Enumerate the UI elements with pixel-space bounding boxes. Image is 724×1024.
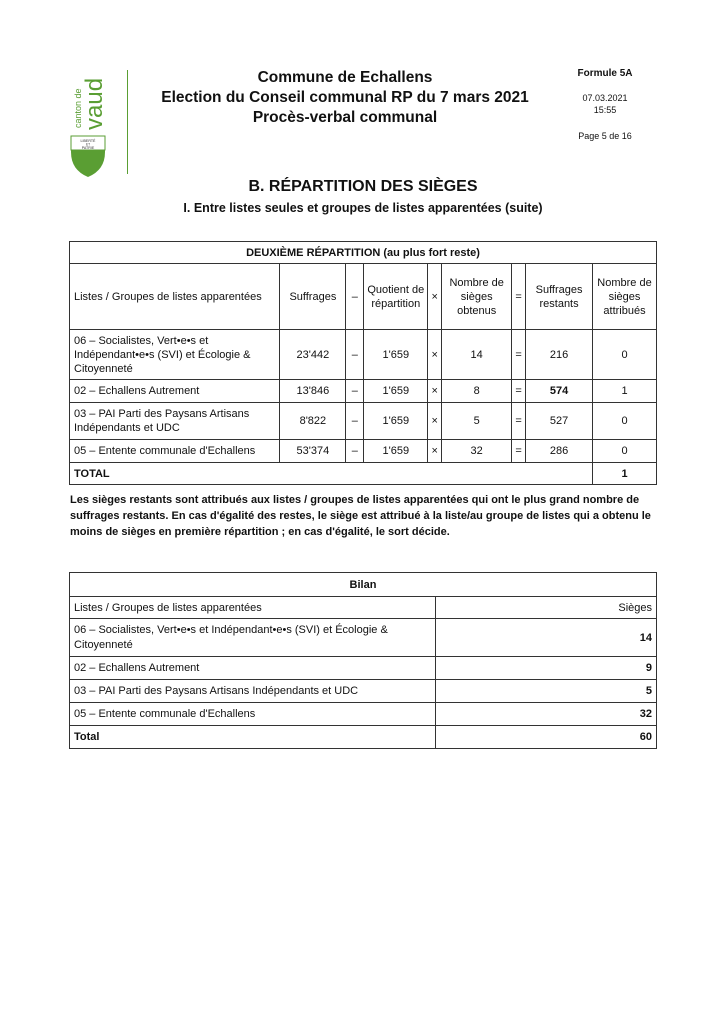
summary-total-value: 60 xyxy=(436,726,657,749)
logo-canton-text: canton de xyxy=(73,88,83,128)
header-seats: Nombre de sièges obtenus xyxy=(442,264,512,330)
attributed-cell: 0 xyxy=(593,330,657,380)
remaining-cell: 527 xyxy=(526,403,593,440)
seats-cell: 8 xyxy=(442,380,512,403)
summary-list-name: 02 – Echallens Autrement xyxy=(70,657,436,680)
minus-cell: – xyxy=(346,403,364,440)
equals-cell: = xyxy=(512,380,526,403)
remaining-cell: 286 xyxy=(526,440,593,463)
seats-cell: 14 xyxy=(442,330,512,380)
seats-cell: 5 xyxy=(442,403,512,440)
document-header xyxy=(130,68,560,128)
remaining-cell: 574 xyxy=(526,380,593,403)
quotient-cell: 1'659 xyxy=(364,403,428,440)
section-subtitle: I. Entre listes seules et groupes de listes apparentées (suite) xyxy=(183,201,543,215)
minus-cell: – xyxy=(346,380,364,403)
header-votes: Suffrages xyxy=(280,264,346,330)
list-name: 02 – Echallens Autrement xyxy=(70,380,280,403)
attributed-cell: 0 xyxy=(593,440,657,463)
total-row xyxy=(70,463,657,485)
seats-cell: 32 xyxy=(442,440,512,463)
table-row xyxy=(70,380,657,403)
summary-row xyxy=(70,619,657,657)
header-minus: – xyxy=(346,264,364,330)
summary-table xyxy=(69,572,657,749)
summary-list-name: 03 – PAI Parti des Paysans Artisans Indépendants et UDC xyxy=(70,680,436,703)
header-times: × xyxy=(428,264,442,330)
list-name: 05 – Entente communale d'Echallens xyxy=(70,440,280,463)
equals-cell: = xyxy=(512,330,526,380)
votes-cell: 53'374 xyxy=(280,440,346,463)
attributed-cell: 1 xyxy=(593,380,657,403)
summary-caption: Bilan xyxy=(70,573,657,597)
table-caption: DEUXIÈME RÉPARTITION (au plus fort reste) xyxy=(70,242,657,264)
minus-cell: – xyxy=(346,440,364,463)
votes-cell: 23'442 xyxy=(280,330,346,380)
table-caption-row xyxy=(70,242,657,264)
table-row xyxy=(70,403,657,440)
summary-total-row xyxy=(70,726,657,749)
document-type: Procès-verbal communal xyxy=(252,109,438,126)
attributed-cell: 0 xyxy=(593,403,657,440)
equals-cell: = xyxy=(512,403,526,440)
summary-header-lists: Listes / Groupes de listes apparentées xyxy=(70,597,436,619)
summary-caption-row xyxy=(70,573,657,597)
times-cell: × xyxy=(428,330,442,380)
minus-cell: – xyxy=(346,330,364,380)
document-date: 07.03.2021 xyxy=(582,93,628,103)
logo-divider xyxy=(127,70,128,174)
total-label: TOTAL xyxy=(70,463,593,485)
summary-header-seats: Sièges xyxy=(436,597,657,619)
summary-header-row xyxy=(70,597,657,619)
table-header-row xyxy=(70,264,657,330)
section-title: B. RÉPARTITION DES SIÈGES xyxy=(248,178,478,195)
quotient-cell: 1'659 xyxy=(364,440,428,463)
summary-row xyxy=(70,657,657,680)
table-row xyxy=(70,440,657,463)
total-value: 1 xyxy=(593,463,657,485)
remaining-cell: 216 xyxy=(526,330,593,380)
times-cell: × xyxy=(428,380,442,403)
second-distribution-table xyxy=(69,241,657,485)
summary-list-name: 05 – Entente communale d'Echallens xyxy=(70,703,436,726)
list-name: 03 – PAI Parti des Paysans Artisans Indépendants et UDC xyxy=(70,403,280,440)
logo-vaud-text: vaud xyxy=(81,77,108,130)
election-title: Election du Conseil communal RP du 7 mars 2021 xyxy=(161,89,529,106)
summary-list-name: 06 – Socialistes, Vert•e•s et Indépendant•e•s (SVI) et Écologie & Citoyenneté xyxy=(70,619,436,657)
summary-seats: 9 xyxy=(436,657,657,680)
document-time: 15:55 xyxy=(593,105,617,115)
equals-cell: = xyxy=(512,440,526,463)
form-number: Formule 5A xyxy=(577,68,633,79)
document-meta xyxy=(562,68,648,142)
votes-cell: 8'822 xyxy=(280,403,346,440)
table-row xyxy=(70,330,657,380)
summary-seats: 14 xyxy=(436,619,657,657)
summary-seats: 32 xyxy=(436,703,657,726)
summary-seats: 5 xyxy=(436,680,657,703)
commune-title: Commune de Echallens xyxy=(257,69,433,86)
summary-row xyxy=(70,703,657,726)
header-remaining: Suffrages restants xyxy=(526,264,593,330)
times-cell: × xyxy=(428,403,442,440)
quotient-cell: 1'659 xyxy=(364,380,428,403)
canton-vaud-logo xyxy=(66,66,110,178)
times-cell: × xyxy=(428,440,442,463)
page-number: Page 5 de 16 xyxy=(578,131,632,141)
summary-total-label: Total xyxy=(70,726,436,749)
votes-cell: 13'846 xyxy=(280,380,346,403)
header-lists: Listes / Groupes de listes apparentées xyxy=(70,264,280,330)
logo-motto-3: PATRIE xyxy=(81,146,95,150)
list-name: 06 – Socialistes, Vert•e•s et Indépendant•e•s (SVI) et Écologie & Citoyenneté xyxy=(70,330,280,380)
header-quotient: Quotient de répartition xyxy=(364,264,428,330)
distribution-note: Les sièges restants sont attribués aux listes / groupes de listes apparentées qui ont le plus grand nombre de suffrages restants. En cas d'égalité des restes, le siège est attribué à la liste/au groupe de listes qui a obtenu le moins de sièges en première répartition ; en cas d'égalité, le sort décide. xyxy=(70,494,651,538)
logo-motto-1: LIBERTÉ xyxy=(80,139,96,143)
header-attributed: Nombre de sièges attribués xyxy=(593,264,657,330)
quotient-cell: 1'659 xyxy=(364,330,428,380)
summary-row xyxy=(70,680,657,703)
header-equals: = xyxy=(512,264,526,330)
logo-motto-2: ET xyxy=(85,142,91,147)
